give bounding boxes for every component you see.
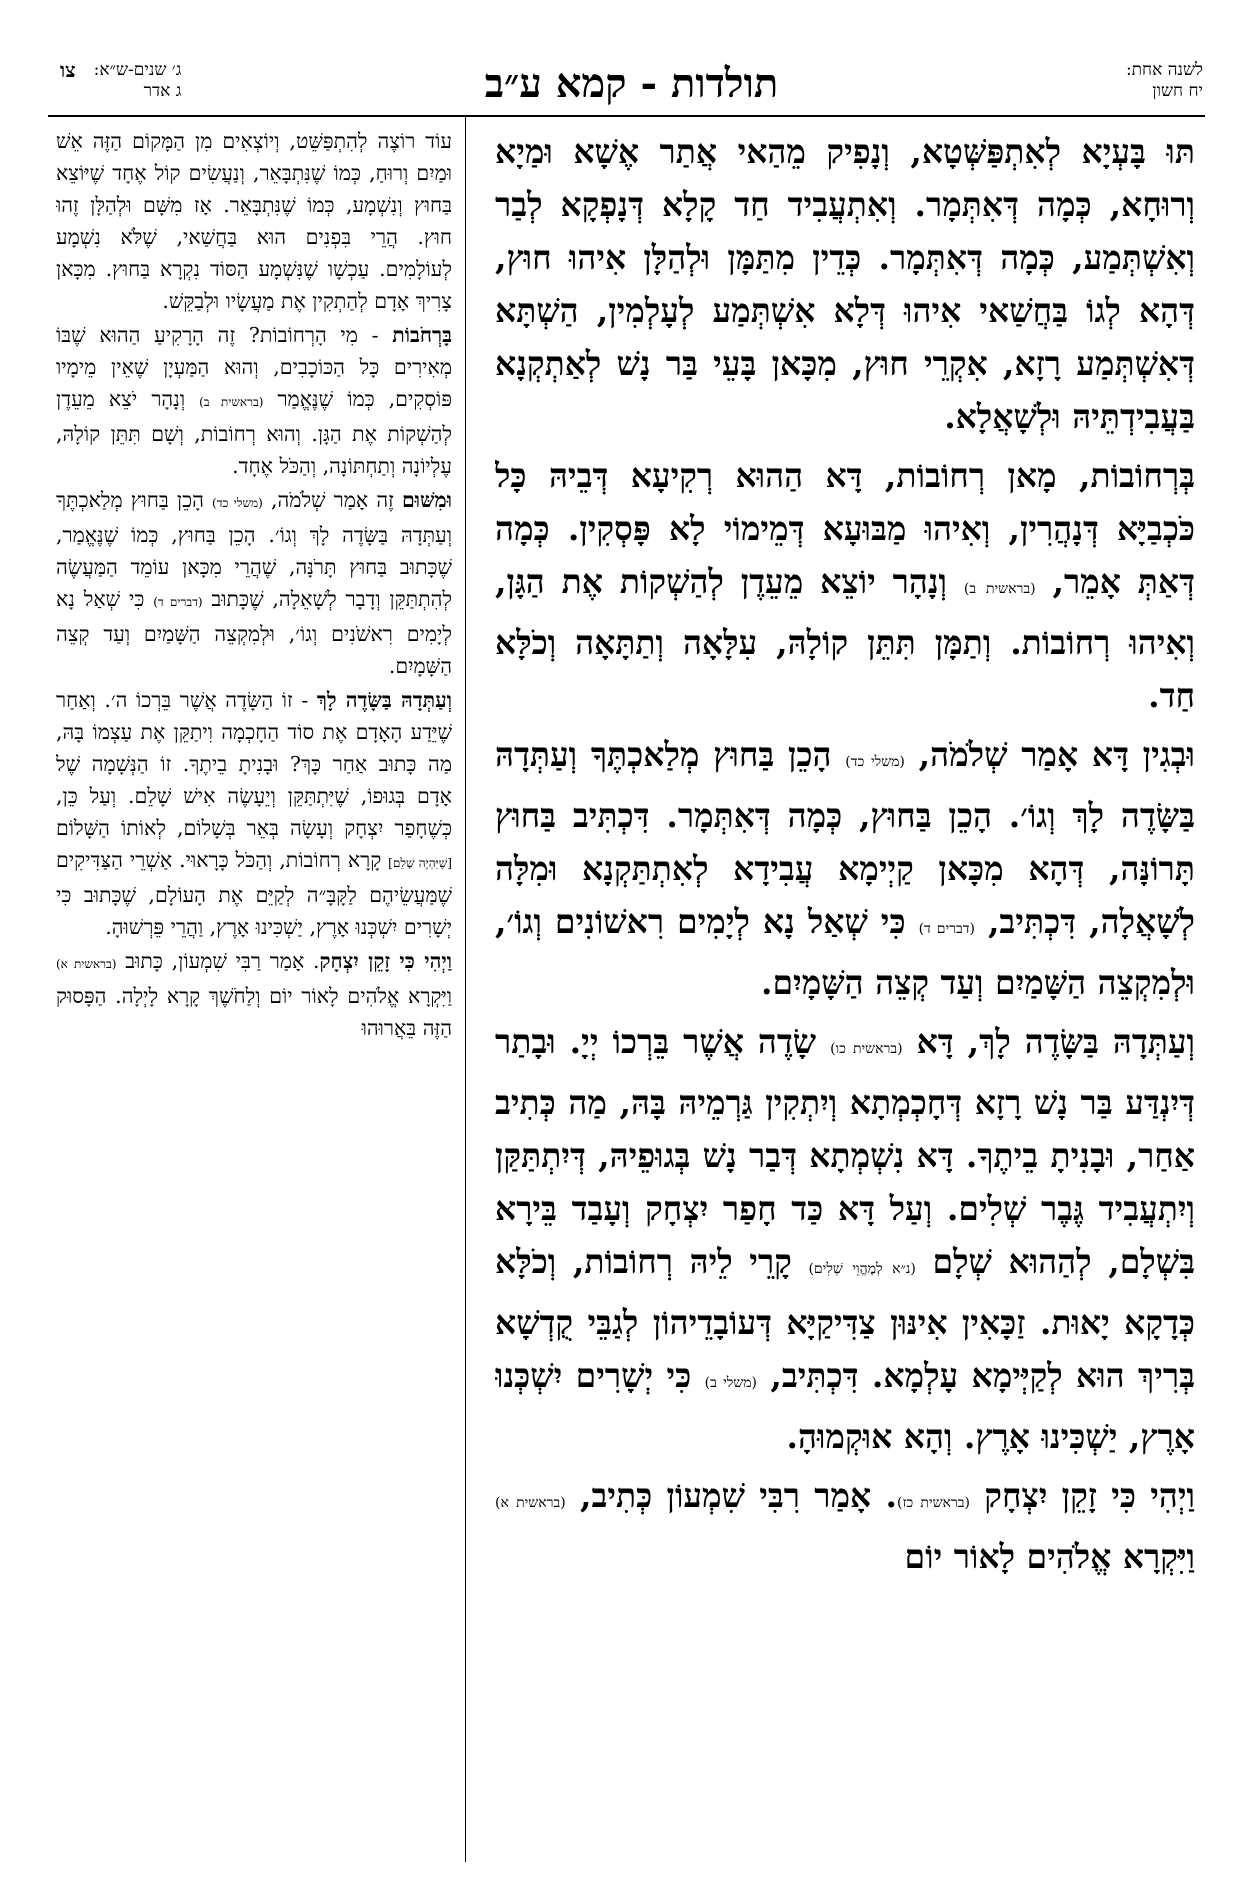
header-three-year-schedule: [60, 60, 181, 102]
side-paragraph-5: וַיְהִי כִּי זָקֵן יִצְחָק. אָמַר רַבִּי שִׁמְעוֹן, כָּתוּב (בראשית א) וַיִּקְרָא אֱלֹהִים לָאוֹר יוֹם וְלַחֹשֶׁךְ קָרָא לָיְלָה. הַפָּסוּק הַזֶּה בֵּאֲרוּהוּ: [56, 949, 452, 1040]
side-paragraph-1: עוֹד רוֹצֶה לְהִתְפַּשֵּׁט, וְיוֹצְאִים מִן הַמָּקוֹם הַזֶּה אֵשׁ וּמַיִם וְרוּחַ, כְּמוֹ שֶׁנִּתְבָּאֵר, וְנַעֲשִׂים קוֹל אֶחָד שֶׁיּוֹצֵא בַּחוּץ וְנִשְׁמָע, כְּמוֹ שֶׁנִּתְבָּאֵר. אָז מִשָּׁם וּלְהַלָּן זֶהוּ חוּץ. הֲרֵי בִּפְנִים הוּא בַּחֲשַׁאי, שֶׁלֹּא נִשְׁמָע לְעוֹלָמִים. עַכְשָׁו שֶׁנִּשְׁמָע הַסּוֹד נִקְרָא בַּחוּץ. מִכָּאן צָרִיךְ אָדָם לְהַתְקִין אֶת מַעֲשָׂיו וּלְבַקֵּשׁ.: [56, 129, 452, 313]
verse-citation: (בראשית ב): [199, 395, 264, 409]
page-title: תולדות - קמא ע״ב: [484, 60, 779, 107]
column-divider: [465, 117, 466, 1862]
schedule-one-year-label: לשנה אחת:: [1125, 60, 1203, 80]
section-lead-word: וּמִשּׁוּם: [402, 488, 452, 512]
verse-citation: (בראשית א): [495, 1495, 566, 1511]
variant-reading: (נ״א לְמֶהֱוֵי שְׁלִים): [808, 1261, 916, 1277]
verse-citation: (בראשית ב): [963, 581, 1036, 597]
main-paragraph-1: תּוּ בָּעְיָא לְאִתְפַּשְּׁטָא, וְנָפִיק מֵהַאי אֲתַר אֶשָׁא וּמַיָא וְרוּחָא, כְּמָה דְּאִתְּמָר. וְאִתְעֲבִיד חַד קָלָא דְּנָפְקָא לְבַר וְאִשְׁתְּמַע, כְּמָה דְּאִתְּמָר. כְּדֵין מִתַּמָּן וּלְהַלָּן אִיהוּ חוּץ, דְּהָא לְגוֹ בַּחֲשַׁאי אִיהוּ דְּלָא אִשְׁתְּמַע לְעָלְמִין, הַשְׁתָּא דְּאִשְׁתְּמַע רָזָא, אִקְרֵי חוּץ, מִכָּאן בָּעֵי בַּר נָשׁ לְאַתְקְנָא בַּעֲבִידְתֵּיהּ וּלְשָׁאֲלָא.: [495, 132, 1195, 436]
verse-citation: (משלי כד): [845, 754, 905, 770]
main-paragraph-2: בְּרְחוֹבוֹת, מָאן רְחוֹבוֹת, דָּא הַהוּא רְקִיעָא דְּבֵיהּ כָּל כֹּכְבַיָּא דְּנָהֲרִין, וְאִיהוּ מַבּוּעָא דְּמֵימוֹי לָא פָּסְקִין. כְּמָה דְּאַתְּ אָמֵר, (בראשית ב) וְנָהָר יוֹצֵא מֵעֵדֶן לְהַשְׁקוֹת אֶת הַגָּן, וְאִיהוּ רְחוֹבוֹת. וְתַמָּן תִּתֵּן קוֹלָהּ, עִלָּאָה וְתַתָּאָה וְכֹלָּא חַד.: [495, 456, 1195, 715]
verse-citation: (דברים ד): [918, 921, 975, 937]
schedule-one-year-date: יח חשון: [1152, 81, 1203, 101]
main-paragraph-4: וְעַתְּדָהּ בַּשָּׂדֶה לָךְ, דָּא (בראשית כו) שָׂדֶה אֲשֶׁר בֵּרְכוֹ יְיָ. וּבָתַר דְּיִנְדַּע בַּר נָשׁ רָזָא דְּחָכְמְתָא וְיִתְקִין גַּרְמֵיהּ בָּהּ, מַה כְּתִיב אַחַר, וּבָנִיתָ בֵיתֶךָ. דָּא נִשְׁמְתָא דְּבַר נָשׁ בְּגוּפֵיהּ, דְּיִתְתַּקַּן וְיִתְעֲבִיד גֶּבֶר שְׁלִים. וְעַל דָּא כַּד חָפַר יִצְחָק וְעָבַד בֵּירָא בִּשְׁלָם, לְהַהוּא שְׁלָם (נ״א לְמֶהֱוֵי שְׁלִים) קָרֵי לֵיהּ רְחוֹבוֹת, וְכֹלָּא כְּדָקָא יָאוּת. זַכָּאִין אִינּוּן צַדִּיקַיָּא דְּעוֹבָדֵיהוֹן לְגַבֵּי קֻדְשָׁא בְּרִיךְ הוּא לְקַיְּימָא עָלְמָא. דִּכְתִּיב, (משלי ב) כִּי יְשָׁרִים יִשְׁכְּנוּ אָרֶץ, יַשְׁכִּינוּ אָרֶץ. וְהָא אוּקְמוּהָ.: [495, 1022, 1195, 1456]
schedule-three-year-date: ג אדר: [143, 81, 182, 101]
schedule-three-year-label: ג׳ שנים-ש״א:: [93, 60, 182, 80]
section-lead-word: וַיְהִי כִּי זָקֵן יִצְחָק: [319, 949, 452, 973]
side-paragraph-4: וְעַתְּדָהּ בַּשָּׂדֶה לָךְ - זוֹ הַשָּׂדֶה אֲשֶׁר בֵּרְכוֹ ה׳. וְאַחַר שֶׁיֵּדַע הָאָדָם אֶת סוֹד הַחָכְמָה וִיתַקֵּן אֶת עַצְמוֹ בָּהּ, מַה כָּתוּב אַחַר כָּךְ? וּבָנִיתָ בֵיתֶךָ. זוֹ הַנְּשָׁמָה שֶׁל אָדָם בְּגוּפוֹ, שֶׁיִּתְתַּקֵּן וְיֵעָשֶׂה אִישׁ שָׁלֵם. וְעַל כֵּן, כְּשֶׁחָפַר יִצְחָק וְעָשָׂה בְּאֵר בְּשָׁלוֹם, לְאוֹתוֹ הַשָּׁלוֹם [שֶׁיִּהְיֶה שָׁלֵם] קָרָא רְחוֹבוֹת, וְהַכֹּל כָּרָאוּי. אַשְׁרֵי הַצַּדִּיקִים שֶׁמַּעֲשֵׂיהֶם לַקָּבָּ״ה לְקַיֵּם אֶת הָעוֹלָם, שֶׁכָּתוּב כִּי יְשָׁרִים יִשְׁכְּנוּ אָרֶץ, יַשְׁכִּינוּ אָרֶץ, וַהֲרֵי פֵּרְשׁוּהָ.: [56, 688, 452, 939]
main-paragraph-3: וּבְגִין דָּא אָמַר שְׁלֹמֹה, (משלי כד) הָכֵן בַּחוּץ מְלַאכְתֶּךָ וְעַתְּדָהּ בַּשָּׂדֶה לָךְ וְגוֹ׳. הָכֵן בַּחוּץ, כְּמָה דְּאִתְּמָר. דִּכְתִּיב בַּחוּץ תָּרוֹנָּה, דְּהָא מִכָּאן קַיְימָא עֲבִידָא לְאִתְתַּקְנָא וּמִלָּה לְשָׁאֲלָה, דִּכְתִּיב, (דברים ד) כִּי שְׁאַל נָא לְיָמִים רִאשׁוֹנִים וְגוֹ׳, וּלְמִקְצֵה הַשָּׁמַיִם וְעַד קְצֵה הַשָּׁמָיִם.: [495, 735, 1195, 1002]
main-paragraph-5: וַיְהִי כִּי זָקֵן יִצְחָק (בראשית כז). אָמַר רִבִּי שִׁמְעוֹן כְּתִיב, (בראשית א) וַיִּקְרָא אֱלֹהִים לָאוֹר יוֹם: [495, 1476, 1195, 1576]
variant-reading: [שֶׁיִּהְיֶה שָׁלֵם]: [388, 856, 452, 870]
hebrew-translation-column: [56, 125, 452, 1865]
section-lead-word: וְעַתְּדָהּ בַּשָּׂדֶה לָךְ: [316, 688, 452, 712]
verse-citation: (בראשית כז): [896, 1495, 971, 1511]
zohar-aramaic-column: [495, 125, 1195, 1865]
side-paragraph-2: בָּרְחֹבוֹת - מִי הָרְחוֹבוֹת? זֶה הָרָקִיעַ הַהוּא שֶׁבּוֹ מְאִירִים כָּל הַכּוֹכָבִים, וְהוּא הַמַּעְיָן שֶׁאֵין מֵימָיו פּוֹסְקִים, כְּמוֹ שֶׁנֶּאֱמַר (בראשית ב) וְנָהָר יֹצֵא מֵעֵדֶן לְהַשְׁקוֹת אֶת הַגָּן. וְהוּא רְחוֹבוֹת, וְשָׁם תִּתֵּן קוֹלָהּ, עֶלְיוֹנָה וְתַחְתּוֹנָה, וְהַכֹּל אֶחָד.: [56, 323, 452, 478]
verse-citation: (דברים ד): [153, 595, 203, 609]
verse-citation: (בראשית כו): [830, 1041, 903, 1057]
page-header: [60, 60, 1203, 120]
verse-citation: (בראשית א): [56, 957, 117, 971]
header-divider: [48, 115, 1205, 117]
page-number: צו: [60, 58, 76, 82]
section-lead-word: בָּרְחֹבוֹת: [392, 323, 452, 347]
verse-citation: (משלי כד): [212, 496, 263, 510]
verse-citation: (משלי ב): [704, 1375, 758, 1391]
side-paragraph-3: וּמִשּׁוּם זֶה אָמַר שְׁלֹמֹה, (משלי כד) הָכֵן בַּחוּץ מְלַאכְתֶּךָ וְעַתְּדָהּ בַּשָּׂדֶה לָךְ וְגוֹ׳. הָכֵן בַּחוּץ, כְּמוֹ שֶׁנֶּאֱמַר, שֶׁכָּתוּב בַּחוּץ תָּרֹנָּה, שֶׁהֲרֵי מִכָּאן עוֹמֵד הַמַּעֲשֶׂה לְהִתְתַּקֵּן וְדָבָר לְשָׁאֵלָה, שֶׁכָּתוּב (דברים ד) כִּי שְׁאַל נָא לְיָמִים רִאשֹׁנִים וְגוֹ׳, וּלְמִקְצֵה הַשָּׁמַיִם וְעַד קְצֵה הַשָּׁמָיִם.: [56, 488, 452, 678]
